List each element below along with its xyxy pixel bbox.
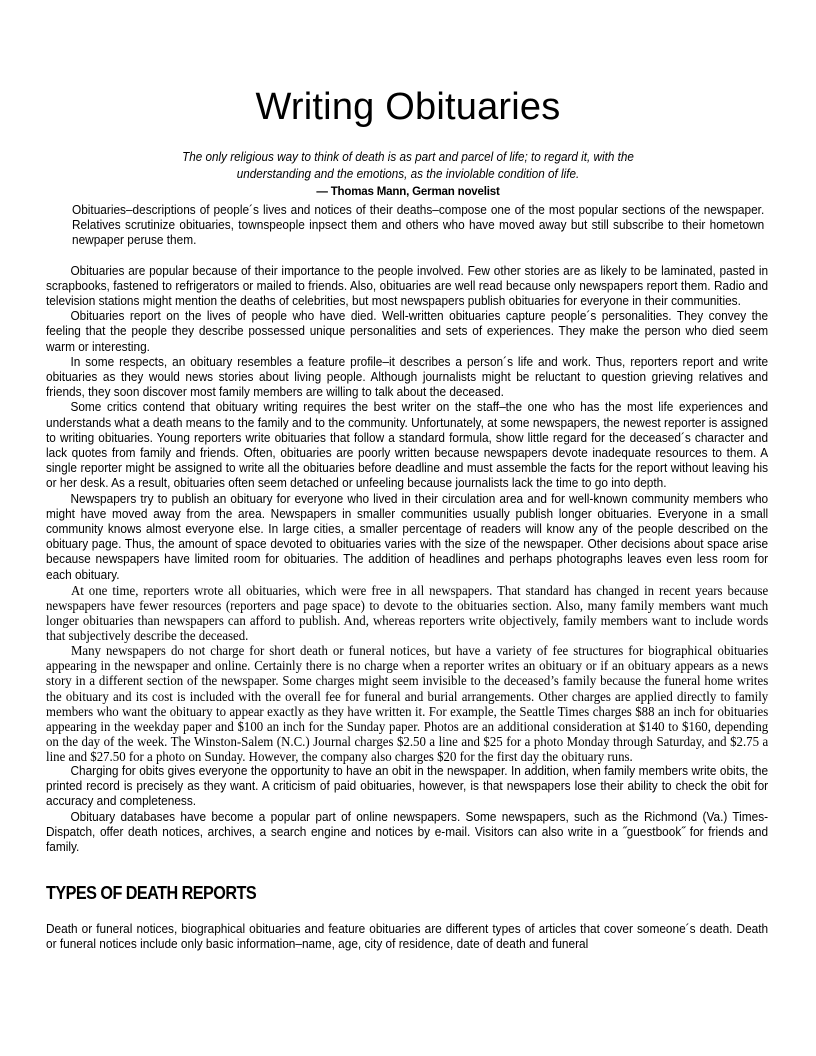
- epigraph: [29, 128, 788, 200]
- paragraph-obituary-databases: Obituary databases have become a popular part of online newspapers. Some newspapers, such as the Richmond (Va.) Times-Dispatch, offer death notices, archives, a search engine and notices by e-mail. Visitors can also write in a ˝guestbook˝ for friends and family.: [46, 809, 769, 855]
- paragraph-best-writer: Some critics contend that obituary writing requires the best writer on the staff–the one who has the most life experiences and understands what a death means to the family and to the community. Unfortunately, at some newspapers, the newest reporter is assigned to writing obituaries. Young reporters write obituaries that follow a standard formula, show little regard for the deceased´s character and lack quotes from family and friends. Often, obituaries are poorly written because newspapers devote inadequate resources to them. A single reporter might be assigned to write all the obituaries before deadline and must assemble the facts for the report without leaving his or her desk. As a result, obituaries often seem detached or unfeeling because journalists lack the time to go into depth.: [46, 400, 769, 491]
- document-body: [46, 203, 768, 952]
- epigraph-line-2: understanding and the emotions, as the inviolable condition of life.: [236, 166, 580, 181]
- paragraph-charging-obits: Charging for obits gives everyone the opportunity to have an obit in the newspaper. In addition, when family members write obits, the printed record is precisely as they want. A criticism of paid obituaries, however, is that newspapers lose their ability to check the obit for accuracy and completeness.: [46, 764, 769, 809]
- epigraph-attribution: — Thomas Mann, German novelist: [316, 184, 500, 199]
- paragraph-fee-structures: Many newspapers do not charge for short death or funeral notices, but have a variety of fee structures for biographical obituaries appearing in the newspaper and online. Certainly there is no charge when a reporter writes an obituary or if an obituary appears as a news story in a different section of the newspaper. Some charges might seem invisible to the deceased’s family because the funeral home writes the obituary and its cost is included with the overall fee for funeral and burial arrangements. Other charges are applied directly to family members who want the obituary to appear exactly as they have written it. For example, the Seattle Times charges $88 an inch for obituaries appearing in the weekday paper and $100 an inch for the Sunday paper. Photos are an additional consideration at $140 to $160, depending on the day of the week. The Winston-Salem (N.C.) Journal charges $2.50 a line and $25 for a photo Monday through Saturday, and $2.75 a line and $27.50 for a photo on Sunday. However, the company also charges $20 for the first day the obituary runs.: [46, 643, 769, 764]
- paragraph-free-obituaries: At one time, reporters wrote all obituaries, which were free in all newspapers. That standard has changed in recent years because newspapers have fewer resources (reporters and page space) to devote to the obituaries section. Also, many family members want much longer obituaries than newspapers can afford to publish. And, whereas reporters write objectively, family members want to include words that subjectively describe the deceased.: [46, 582, 769, 644]
- paragraph-personalities: Obituaries report on the lives of people who have died. Well-written obituaries capture people´s personalities. They convey the feeling that the people they describe possessed unique personalities and sets of experiences. They make the person who died seem warm or interesting.: [46, 309, 769, 354]
- paragraph-death-report-types: Death or funeral notices, biographical obituaries and feature obituaries are different types of articles that cover someone´s death. Death or funeral notices include only basic information–name, age, city of residence, date of death and funeral: [46, 921, 769, 952]
- section-heading-types-of-death-reports: TYPES OF DEATH REPORTS: [46, 883, 257, 904]
- epigraph-line-1: The only religious way to think of death is as part and parcel of life; to regard it, with the: [182, 149, 634, 164]
- paragraph-feature-profile: In some respects, an obituary resembles a feature profile–it describes a person´s life and work. Thus, reporters report and write obituaries as they would news stories about living people. Although journalists might be reluctant to question grieving relatives and friends, they soon discover most family members are willing to talk about the deceased.: [46, 354, 769, 400]
- page-title: Writing Obituaries: [255, 86, 561, 128]
- paragraph-circulation-area: Newspapers try to publish an obituary for everyone who lived in their circulation area and for well-known community members who might have moved away from the area. Newspapers in smaller communities usually publish longer obituaries. Everyone in a small community knows almost everyone else. In large cities, a smaller percentage of readers will know any of the people described on the obituary page. Thus, the amount of space devoted to obituaries varies with the size of the newspaper. Other decisions about space arise because newspapers have limited room for obituaries. The addition of headlines and perhaps photographs leaves even less room for each obituary.: [46, 491, 769, 582]
- paragraph-intro: Obituaries–descriptions of people´s lives and notices of their deaths–compose one of the most popular sections of the newspaper. Relatives scrutinize obituaries, townspeople inpsect them and others who have moved away but still subscribe to their hometown newpaper peruse them.: [72, 203, 765, 248]
- paragraph-popularity: Obituaries are popular because of their importance to the people involved. Few other stories are as likely to be laminated, pasted in scrapbooks, fastened to refrigerators or mailed to friends. Also, obituaries are well read because only newspapers report them. Radio and television stations might mention the deaths of celebrities, but most newspapers publish obituaries for everyone in their communities.: [46, 263, 769, 309]
